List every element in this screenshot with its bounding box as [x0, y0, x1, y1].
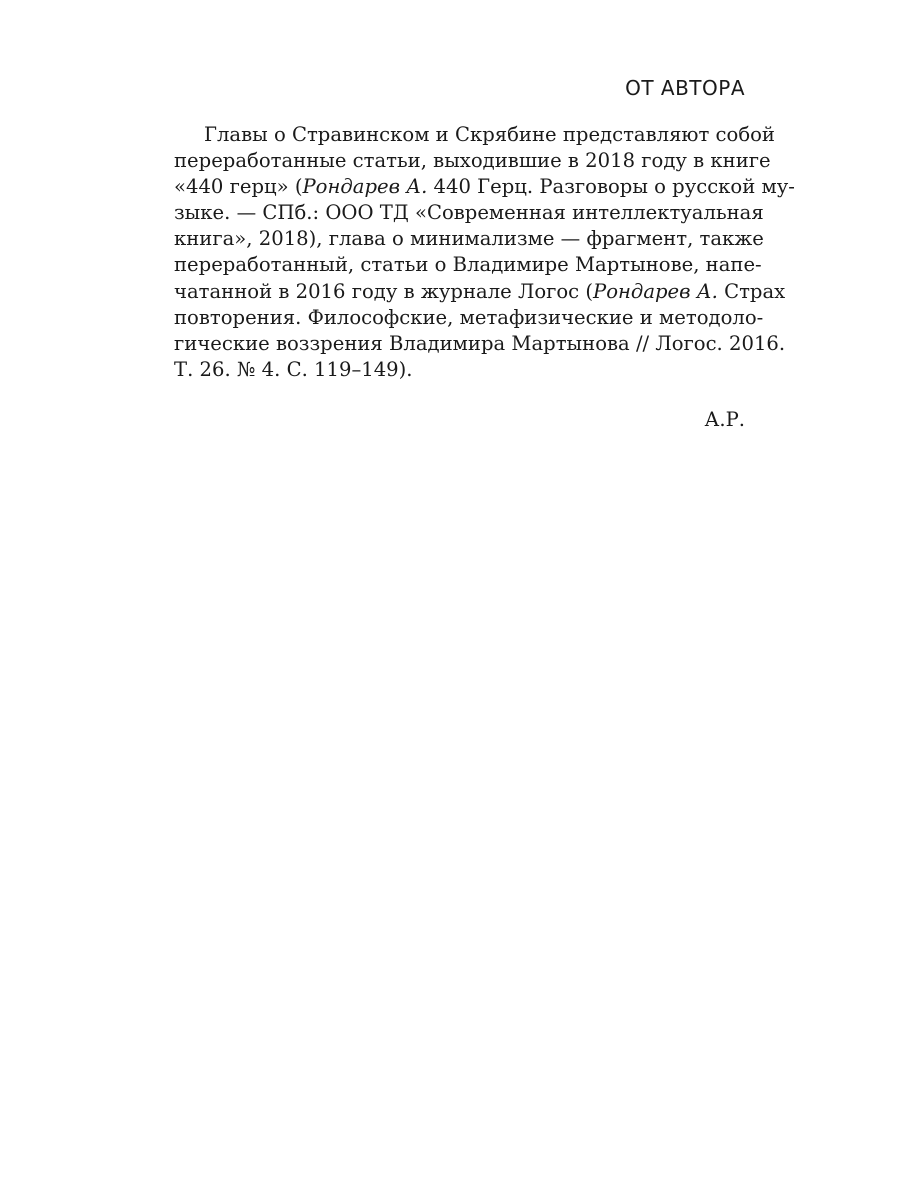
running-header: ОТ АВТОРА	[625, 76, 745, 100]
text-line-10: Т. 26. № 4. С. 119–149).	[174, 357, 413, 381]
text-line-9: гические воззрения Владимира Мартынова // Логос. 2016.	[174, 331, 786, 355]
text-line-8: повторения. Философские, метафизические и методоло-	[174, 305, 764, 329]
author-citation: Рондарев А.	[302, 175, 428, 199]
author-signature: А.Р.	[704, 408, 745, 431]
text-line-4: зыке. — СПб.: ООО ТД «Современная интеллектуальная	[174, 201, 764, 225]
text-line-2: переработанные статьи, выходившие в 2018 году в книге	[174, 149, 771, 173]
text-line-3: «440 герц» (Рондарев А. 440 Герц. Разговоры о русской му-	[174, 175, 795, 199]
author-citation: Рондарев А.	[593, 279, 718, 303]
text-line-5: книга», 2018), глава о минимализме — фрагмент, также	[174, 227, 764, 251]
text-line-6: переработанный, статьи о Владимире Мартынове, напе-	[174, 253, 762, 277]
body-paragraph	[174, 122, 795, 383]
text-line-1: Главы о Стравинском и Скрябине представляют собой	[204, 123, 775, 146]
text-line-7: чатанной в 2016 году в журнале Логос (Рондарев А. Страх	[174, 279, 786, 303]
